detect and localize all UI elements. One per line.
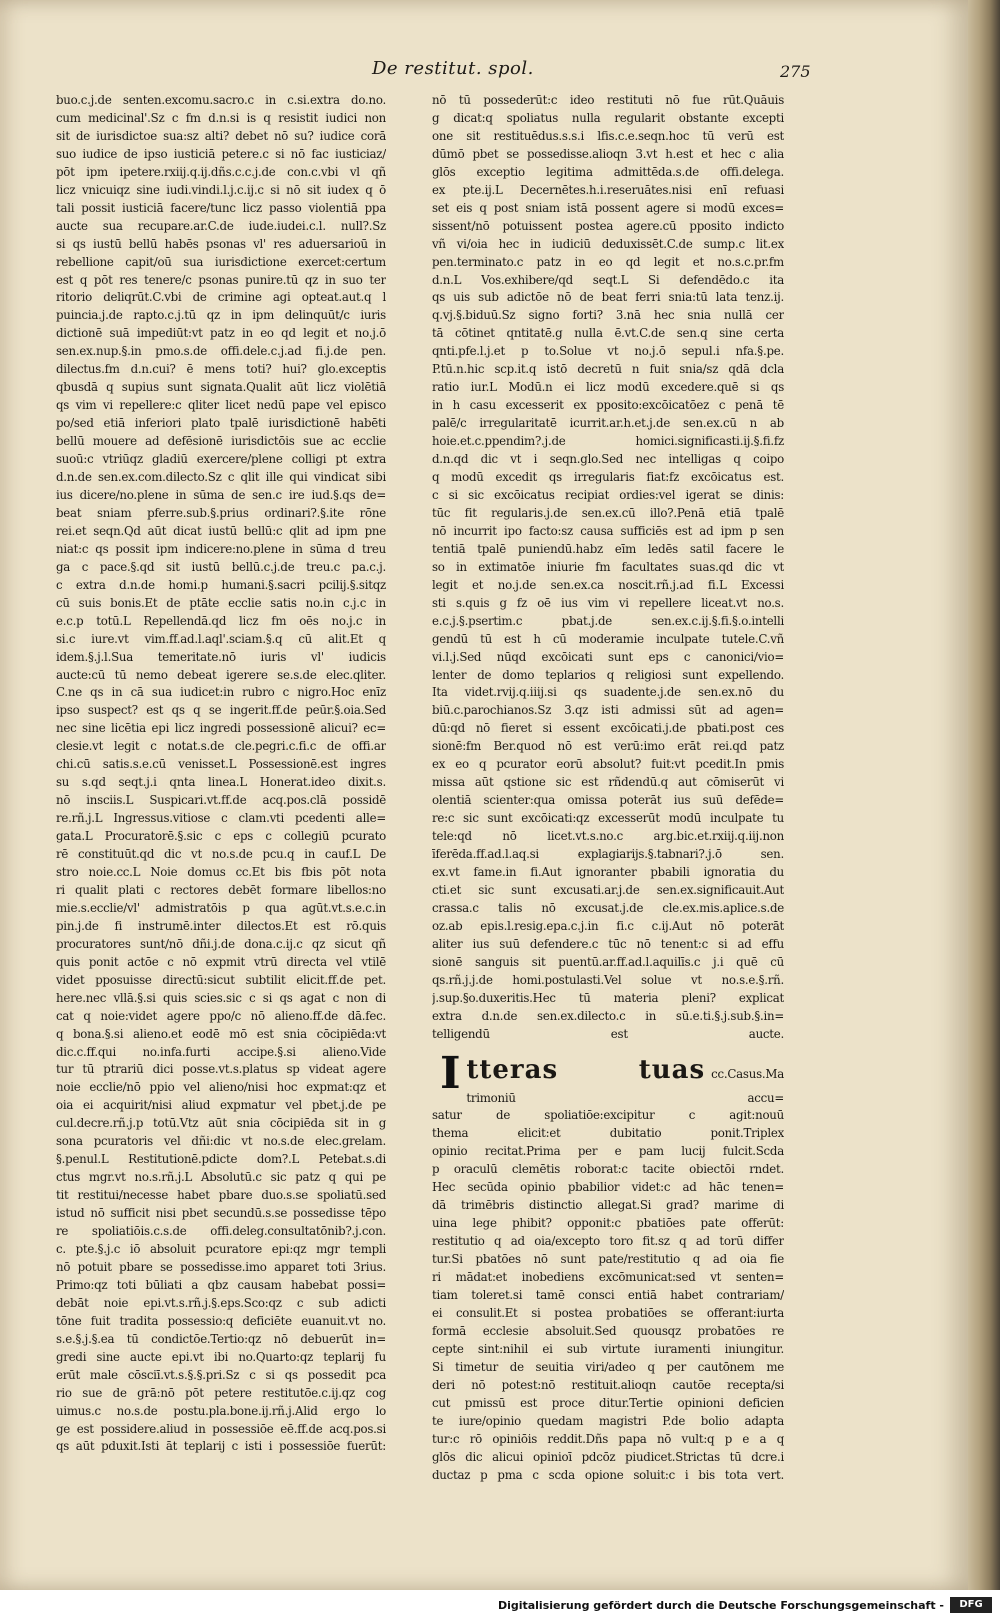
text-line: set eis q post sniam istā possent agere si modū exces= <box>432 200 784 215</box>
text-line: q bona.§.si alieno.et eodē mō est snia cōcipiēda:vt <box>56 1026 386 1041</box>
text-line: ductaz p pma c scda opione soluit:c i bis tota vert. <box>432 1467 784 1482</box>
text-line: aucte:cū tū nemo debeat igerere se.s.de elec.qliter. <box>56 667 386 682</box>
heading-rest: cc.Casus.Ma <box>711 1066 784 1081</box>
text-line: sionē:fm Ber.quod nō est verū:imo erāt rei.qd patz <box>432 739 784 754</box>
text-line: tūc fit regularis.j.de sen.ex.cū illo?.Penā etiā tpalē <box>432 505 784 520</box>
text-line: rebellione capit/oū sua iurisdictione exercet:certum <box>56 254 386 269</box>
text-line: lenter de domo teplarios q religiosi sunt expellendo. <box>432 667 784 682</box>
text-line: re spoliatiōis.c.s.de offi.deleg.consultatōnib?.j.con. <box>56 1224 386 1239</box>
text-line: si.c iure.vt vim.ff.ad.l.aql'.sciam.§.q cū alit.Et q <box>56 631 386 646</box>
text-line: P.tū.n.hic scp.it.q istō decretū n fuit snia/sz qdā dcla <box>432 362 784 377</box>
text-line: here.nec vllā.§.si quis scies.sic c si qs agat c non di <box>56 990 386 1005</box>
text-line: d.n.de sen.ex.com.dilecto.Sz c qlit ille qui vindicat sibi <box>56 470 386 485</box>
text-line: glōs dic alicui opinioī pdcōz piudicet.Strictas tū dcre.i <box>432 1449 784 1464</box>
text-line: qs aūt pduxit.Isti āt teplarij c isti i possessiōe fuerūt: <box>56 1439 386 1454</box>
text-line: nō tū possederūt:c ideo restituti nō fue rūt.Quāuis <box>432 93 784 107</box>
digitization-footer <box>0 1590 1000 1622</box>
text-line: nō potuit pbare se possedisse.imo apparet toti 3rius. <box>56 1259 386 1274</box>
text-line: legit et no.j.de sen.ex.ca noscit.rñ.j.ad fi.L Excessi <box>432 577 784 592</box>
text-line: gata.L Procuratorē.§.sic c eps c collegiū pcurato <box>56 829 386 844</box>
text-line: sissent/nō potuissent postea agere.cū pposito indicto <box>432 218 784 233</box>
text-line: uina lege phibit? opponit:c pbatiōes pate offerūt: <box>432 1216 784 1231</box>
text-line: īferēda.ff.ad.l.aq.si explagiarijs.§.tabnari?.j.ō sen. <box>432 847 784 862</box>
text-line: cepte sint:nihil ei sub virtute iuramenti iniungitur. <box>432 1341 784 1356</box>
text-line: palē/c irregularitatē icurrit.ar.h.et.j.de sen.ex.cū n ab <box>432 416 784 431</box>
text-line: e.c.j.§.psertim.c pbat.j.de sen.ex.c.ij.§.fi.§.o.intelli <box>432 613 784 628</box>
text-line: sona pcuratoris vel dñi:dic vt no.s.de elec.grelam. <box>56 1134 386 1149</box>
text-line: dūmō pbet se possedisse.alioqn 3.vt h.est et hec c alia <box>432 146 784 161</box>
text-line: missa aūt qstione sic est rñdendū.q aut cōmiserūt vi <box>432 775 784 790</box>
text-line: ctus mgr.vt no.s.rñ.j.L Absolutū.c sic patz q qui pe <box>56 1170 386 1185</box>
text-line: glōs exceptio legitima admittēda.s.de offi.delega. <box>432 164 784 179</box>
text-line: qbusdā q supius sunt signata.Qualit aūt licz violētiā <box>56 380 386 395</box>
text-line: trimoniū accu= <box>466 1090 784 1105</box>
text-line: in h casu excesserit ex pposito:excōicatōez c penā tē <box>432 398 784 413</box>
text-line: noie ecclie/nō ppio vel alieno/nisi hoc expmat:qz et <box>56 1080 386 1095</box>
text-line: vñ vi/oia hec in iudiciū deduxissēt.C.de sump.c lit.ex <box>432 236 784 251</box>
text-line: qs vim vi repellere:c qliter licet nedū pape vel episco <box>56 398 386 413</box>
text-line: te iure/opinio quedam magistri P.de bolio adapta <box>432 1413 784 1428</box>
text-line: pen.terminato.c patz in eo qd legit et no.s.c.pr.fm <box>432 254 784 269</box>
running-head: De restitut. spol. <box>372 58 534 79</box>
text-line: nō incurrit ipo facto:sz causa sufficiēs est ad ipm p sen <box>432 523 784 538</box>
text-line: Si timetur de seuitia viri/adeo q per cautōnem me <box>432 1359 784 1374</box>
heading-text: tteras tuas <box>466 1054 706 1085</box>
text-line: tiam toleret.si tamē consci entiā habet contrariam/ <box>432 1288 784 1302</box>
text-line: tōne fuit tradita possessio:q deficiēte euanuit.vt no. <box>56 1313 386 1328</box>
text-line: tentiā tpalē puniendū.habz eīm ledēs satil facere le <box>432 541 784 556</box>
text-line: p oraculū clemētis roborat:c tacite obiectōi rndet. <box>432 1162 784 1177</box>
text-line: ex eo q pcurator eorū absolut? fuit:vt pcedit.In pmis <box>432 757 784 772</box>
text-line: j.sup.§o.duxeritis.Hec tū materia pleni? explicat <box>432 990 784 1005</box>
text-line: qs.rñ.j.j.de homi.postulasti.Vel solue vt no.s.e.§.rñ. <box>432 972 784 987</box>
text-line: Ita videt.rvij.q.iiij.si qs suadente.j.de sen.ex.nō du <box>432 685 784 700</box>
text-line: aucte sua recupare.ar.C.de iude.iudei.c.l. null?.Sz <box>56 218 386 233</box>
text-line: Primo:qz toti būliati a qbz causam habebat possi= <box>56 1277 386 1292</box>
text-line: sen.ex.nup.§.in pmo.s.de offi.dele.c.j.ad fi.j.de pen. <box>56 344 386 359</box>
right-text-column <box>432 92 784 1484</box>
text-line: rei.et seqn.Qd aūt dicat iustū bellū:c qlit ad ipm pne <box>56 523 386 538</box>
text-line: cut pmissū est proce ditur.Tertie opinioni deficien <box>432 1395 784 1410</box>
text-line: g dicat:q spoliatus nulla regularit obstante excepti <box>432 110 784 125</box>
text-line: ga c pace.§.qd sit iustū bellū.c.j.de treu.c pa.c.j. <box>56 559 386 574</box>
text-line: c extra d.n.de homi.p humani.§.sacri pcilij.§.sitqz <box>56 577 386 592</box>
text-line: ri qualit plati c rectores debēt formare libellos:no <box>56 882 386 897</box>
text-line: tur:c rō opiniōis reddit.Dñs papa nō vult:q p e a q <box>432 1431 784 1446</box>
text-line: tur tū ptrariū dici posse.vt.s.platus sp videat agere <box>56 1062 386 1077</box>
text-line: po/sed etiā inferiori plato tpalē iurisdictionē habēti <box>56 416 386 431</box>
text-line: ei consulit.Et si postea probatiōes se offerant:iurta <box>432 1305 784 1320</box>
text-line: cū suis bonis.Et de ptāte ecclie satis no.in c.j.c in <box>56 595 386 610</box>
text-line: pōt ipm ipetere.rxiij.q.ij.dñs.c.c.j.de con.c.vbi vl qñ <box>56 164 386 179</box>
footer-credit: Digitalisierung gefördert durch die Deutsche Forschungsgemeinschaft - <box>497 1599 944 1612</box>
text-line: buo.c.j.de senten.excomu.sacro.c in c.si.extra do.no. <box>56 93 386 107</box>
text-line: clesie.vt legit c notat.s.de cle.pegri.c.fi.c de offi.ar <box>56 739 386 754</box>
text-line: e.c.p totū.L Repellendā.qd licz fm oēs no.j.c in <box>56 613 386 628</box>
text-line: cul.decre.rñ.j.p totū.Vtz aūt snia cōcipiēda sit in g <box>56 1116 386 1131</box>
text-line: beat sniam pferre.sub.§.prius ordinari?.§.ite rōne <box>56 505 386 520</box>
text-line: suoū:c vtriūqz gladiū exercere/plene colligi pt extra <box>56 452 386 467</box>
text-line: aliter ius suū defendere.c tūc nō tenent:c si ad effu <box>432 936 784 951</box>
text-line: thema elicit:et dubitatio ponit.Triplex <box>432 1126 784 1141</box>
text-line: mie.s.ecclie/vl' admistratōis p qua agūt.vt.s.e.c.in <box>56 900 386 915</box>
text-line: cum medicinal'.Sz c fm d.n.si is q resistit iudici non <box>56 110 386 125</box>
text-line: C.ne qs in cā sua iudicet:in rubro c nigro.Hoc enīz <box>56 685 386 700</box>
text-line: q.vj.§.biduū.Sz signo forti? 3.nā hec snia nullā cer <box>432 308 784 323</box>
text-line: opinio recitat.Prima per e pam lucij fulcit.Scda <box>432 1144 784 1159</box>
folio-number: 275 <box>780 62 811 81</box>
text-line: crassa.c talis nō excusat.j.de cle.ex.mis.aplice.s.de <box>432 900 784 915</box>
text-line: olentiā scienter:qua omissa poterāt ius suū defēde= <box>432 793 784 808</box>
text-line: extra d.n.de sen.ex.dilecto.c in sū.e.ti.§.j.sub.§.in= <box>432 1008 784 1023</box>
text-line: dā trimēbris distinctio allegat.Si grad? marime di <box>432 1198 784 1213</box>
text-line: oz.ab epis.l.resig.epa.c.j.in fi.c c.ij.Aut nō poterāt <box>432 918 784 933</box>
text-line: su s.qd seqt.j.i qnta linea.L Honerat.ideo dixit.s. <box>56 775 386 790</box>
text-line: sit de iurisdictoe sua:sz alti? debet nō su? iudice corā <box>56 128 386 143</box>
text-line: ratio iur.L Modū.n ei licz modū excedere.quē si qs <box>432 380 784 395</box>
text-line: ge est possidere.aliud in possessiōe eē.ff.de acq.pos.si <box>56 1421 386 1436</box>
text-line: satur de spoliatiōe:excipitur c agit:nouū <box>432 1108 784 1123</box>
text-line: tur.Si pbatōes nō sunt pate/restitutio q ad oia fie <box>432 1252 784 1267</box>
text-line: §.penul.L Restitutionē.pdicte dom?.L Petebat.s.di <box>56 1152 386 1167</box>
text-line: tā cōtinet qntitatē.g nulla ē.vt.C.de sen.q sine certa <box>432 326 784 341</box>
text-line: tali possit iusticiā facere/tunc licz passo violentiā ppa <box>56 200 386 215</box>
text-line: rio sue de grā:nō pōt petere restitutōe.c.ij.qz cog <box>56 1385 386 1400</box>
text-line: ex.vt fame.in fi.Aut ignoranter pbabili ignoratia du <box>432 864 784 879</box>
text-line: d.n.L Vos.exhibere/qd seqt.L Si defendēdo.c ita <box>432 272 784 287</box>
text-line: erūt male cōsciī.vt.s.§.§.pri.Sz c si qs possedit pca <box>56 1367 386 1382</box>
decorated-initial: I <box>440 1047 461 1099</box>
text-line: oia ei acquirit/nisi aliud expmatur vel pbet.j.de pe <box>56 1098 386 1113</box>
text-line: c si sic excōicatus recipiat ordies:vel igerat se dinis: <box>432 487 784 502</box>
text-line: ipso suspect? est qs q se ingerit.ff.de peūr.§.oia.Sed <box>56 703 386 718</box>
text-line: ritorio deliqrūt.C.vbi de crimine agi opteat.aut.q l <box>56 290 386 305</box>
text-line: one sit restituēdus.s.s.i lfis.c.e.seqn.hoc tū verū est <box>432 128 784 143</box>
left-text-column <box>56 92 386 1456</box>
text-line: nō insciis.L Suspicari.vt.ff.de acq.pos.clā possidē <box>56 793 386 808</box>
text-line: cti.et sic sunt excusati.ar.j.de sen.ex.significauit.Aut <box>432 882 784 897</box>
text-line: dictionē suā impediūt:vt patz in eo qd legit et no.j.ō <box>56 326 386 341</box>
text-line: nec sine licētia epi licz ingredi possessionē alicui? ec= <box>56 721 386 736</box>
text-line: chi.cū satis.s.e.cū venisset.L Possessionē.est ingres <box>56 757 386 772</box>
text-line: videt pposuisse directū:sicut subtilit elicit.ff.de pet. <box>56 972 386 987</box>
text-line: rē constituūt.qd dic vt no.s.de pcu.q in cauf.L De <box>56 847 386 862</box>
text-line: niat:c qs possit ipm indicere:no.plene in sūma d treu <box>56 541 386 556</box>
text-line: tit restitui/necesse habet pbare duo.s.se spoliatū.sed <box>56 1188 386 1203</box>
text-line: sionē sanguis sit puentū.ar.ff.ad.l.aquilīs.c j.i quē cū <box>432 954 784 969</box>
dfg-logo-icon: DFG <box>950 1597 992 1613</box>
text-line: si qs iustū bellū habēs psonas vl' res aduersarioū in <box>56 236 386 251</box>
text-line: ex pte.ij.L Decernētes.h.i.reseruātes.nisi enī refuasi <box>432 182 784 197</box>
text-line: hoie.et.c.ppendim?.j.de homici.significasti.ij.§.fi.fz <box>432 434 784 449</box>
page-edge <box>968 0 1000 1590</box>
text-line: idem.§.j.l.Sua temeritate.nō iuris vl' iudicis <box>56 649 386 664</box>
text-line: quis ponit actōe c nō expmit vtrū directa vel vtilē <box>56 954 386 969</box>
text-line: uimus.c no.s.de postu.pla.bone.ij.rñ.j.Alid ergo lo <box>56 1403 386 1418</box>
text-line: vi.l.j.Sed nūqd excōicati sunt eps c canonici/vio= <box>432 649 784 664</box>
text-line: tele:qd nō licet.vt.s.no.c arg.bic.et.rxiij.q.iij.non <box>432 829 784 844</box>
text-line: d.n.qd dic vt i seqn.glo.Sed nec intelligas q coipo <box>432 452 784 467</box>
text-line: procuratores sunt/nō dñi.j.de dona.c.ij.c qz sicut qñ <box>56 936 386 951</box>
text-line: re.rñ.j.L Ingressus.vitiose c clam.vti pcedenti alle= <box>56 811 386 826</box>
text-line: sti s.quis g fz oē ius vim vi repellere liceat.vt no.s. <box>432 595 784 610</box>
text-line: cat q noie:videt agere ppo/c nō alieno.ff.de dā.fec. <box>56 1008 386 1023</box>
text-line: dū:qd nō fieret si essent excōicati.j.de pbati.post ces <box>432 721 784 736</box>
text-line: biū.c.parochianos.Sz 3.qz isti admissi sūt ad agen= <box>432 703 784 718</box>
text-line: debāt noie epi.vt.s.rñ.j.§.eps.Sco:qz c sub adicti <box>56 1295 386 1310</box>
text-line: s.e.§.j.§.ea tū condictōe.Tertio:qz nō debuerūt in= <box>56 1331 386 1346</box>
text-line: gendū tū est h cū moderamie inculpate tutele.C.vñ <box>432 631 784 646</box>
text-line: stro noie.cc.L Noie domus cc.Et bis fbis pōt nota <box>56 864 386 879</box>
text-line: ius dicere/no.plene in sūma de sen.c ire iud.§.qs de= <box>56 487 386 502</box>
text-line: formā ecclesie absoluit.Sed quousqz probatōes re <box>432 1323 784 1338</box>
text-line: suo iudice de ipso iusticiā petere.c si nō fac iusticiaz/ <box>56 146 386 161</box>
text-line: dic.c.ff.qui no.infa.furti accipe.§.si alieno.Vide <box>56 1044 386 1059</box>
text-line: dilectus.fm d.n.cui? ē mens toti? hui? glo.exceptis <box>56 362 386 377</box>
text-line: c. pte.§.j.c iō absoluit pcuratore epi:qz mgr templi <box>56 1242 386 1256</box>
text-line: ri mādat:et inobediens excōmunicat:sed vt senten= <box>432 1270 784 1285</box>
text-line: qs uis sub adictōe nō de beat ferri snia:tū lata tenz.ij. <box>432 290 784 305</box>
text-line: Hec secūda opinio pbabilior videt:c ad hāc tenen= <box>432 1180 784 1195</box>
text-line: qnti.pfe.l.j.et p to.Solue vt no.j.ō sepul.i nfa.§.pe. <box>432 344 784 359</box>
text-line: pin.j.de fi instrumē.inter dilectos.Et est rō.quis <box>56 918 386 933</box>
text-line: gredi sine aucte epi.vt ibi no.Quarto:qz teplarij fu <box>56 1349 386 1364</box>
text-line: istud nō sufficit nisi pbet secundū.s.se possedisse tēpo <box>56 1206 386 1221</box>
text-line: licz vnicuiqz sine iudi.vindi.l.j.c.ij.c si nō sit iudex q ō <box>56 182 386 197</box>
text-line: deri nō potest:nō restituit.alioqn cautōe recepta/si <box>432 1377 784 1392</box>
text-line: bellū mouere ad defēsionē iurisdictōis sue ac ecclie <box>56 434 386 449</box>
text-line: puincia.j.de rapto.c.j.tū qz in ipm delinquūt/c iuris <box>56 308 386 323</box>
text-line: re:c sic sunt excōicati:qz excesserūt modū inculpate tu <box>432 811 784 826</box>
text-line: so in extimatōe iniurie fm facultates suas.qd dic vt <box>432 559 784 574</box>
text-line: telligendū est aucte. <box>432 1026 784 1041</box>
text-line: q modū excedit qs irregularis fiat:fz excōicatus est. <box>432 470 784 485</box>
text-line: est q pōt res tenere/c psonas punire.tū qz in suo ter <box>56 272 386 287</box>
text-line: restitutio q ad oia/excepto toro fit.sz q ad torū differ <box>432 1234 784 1249</box>
